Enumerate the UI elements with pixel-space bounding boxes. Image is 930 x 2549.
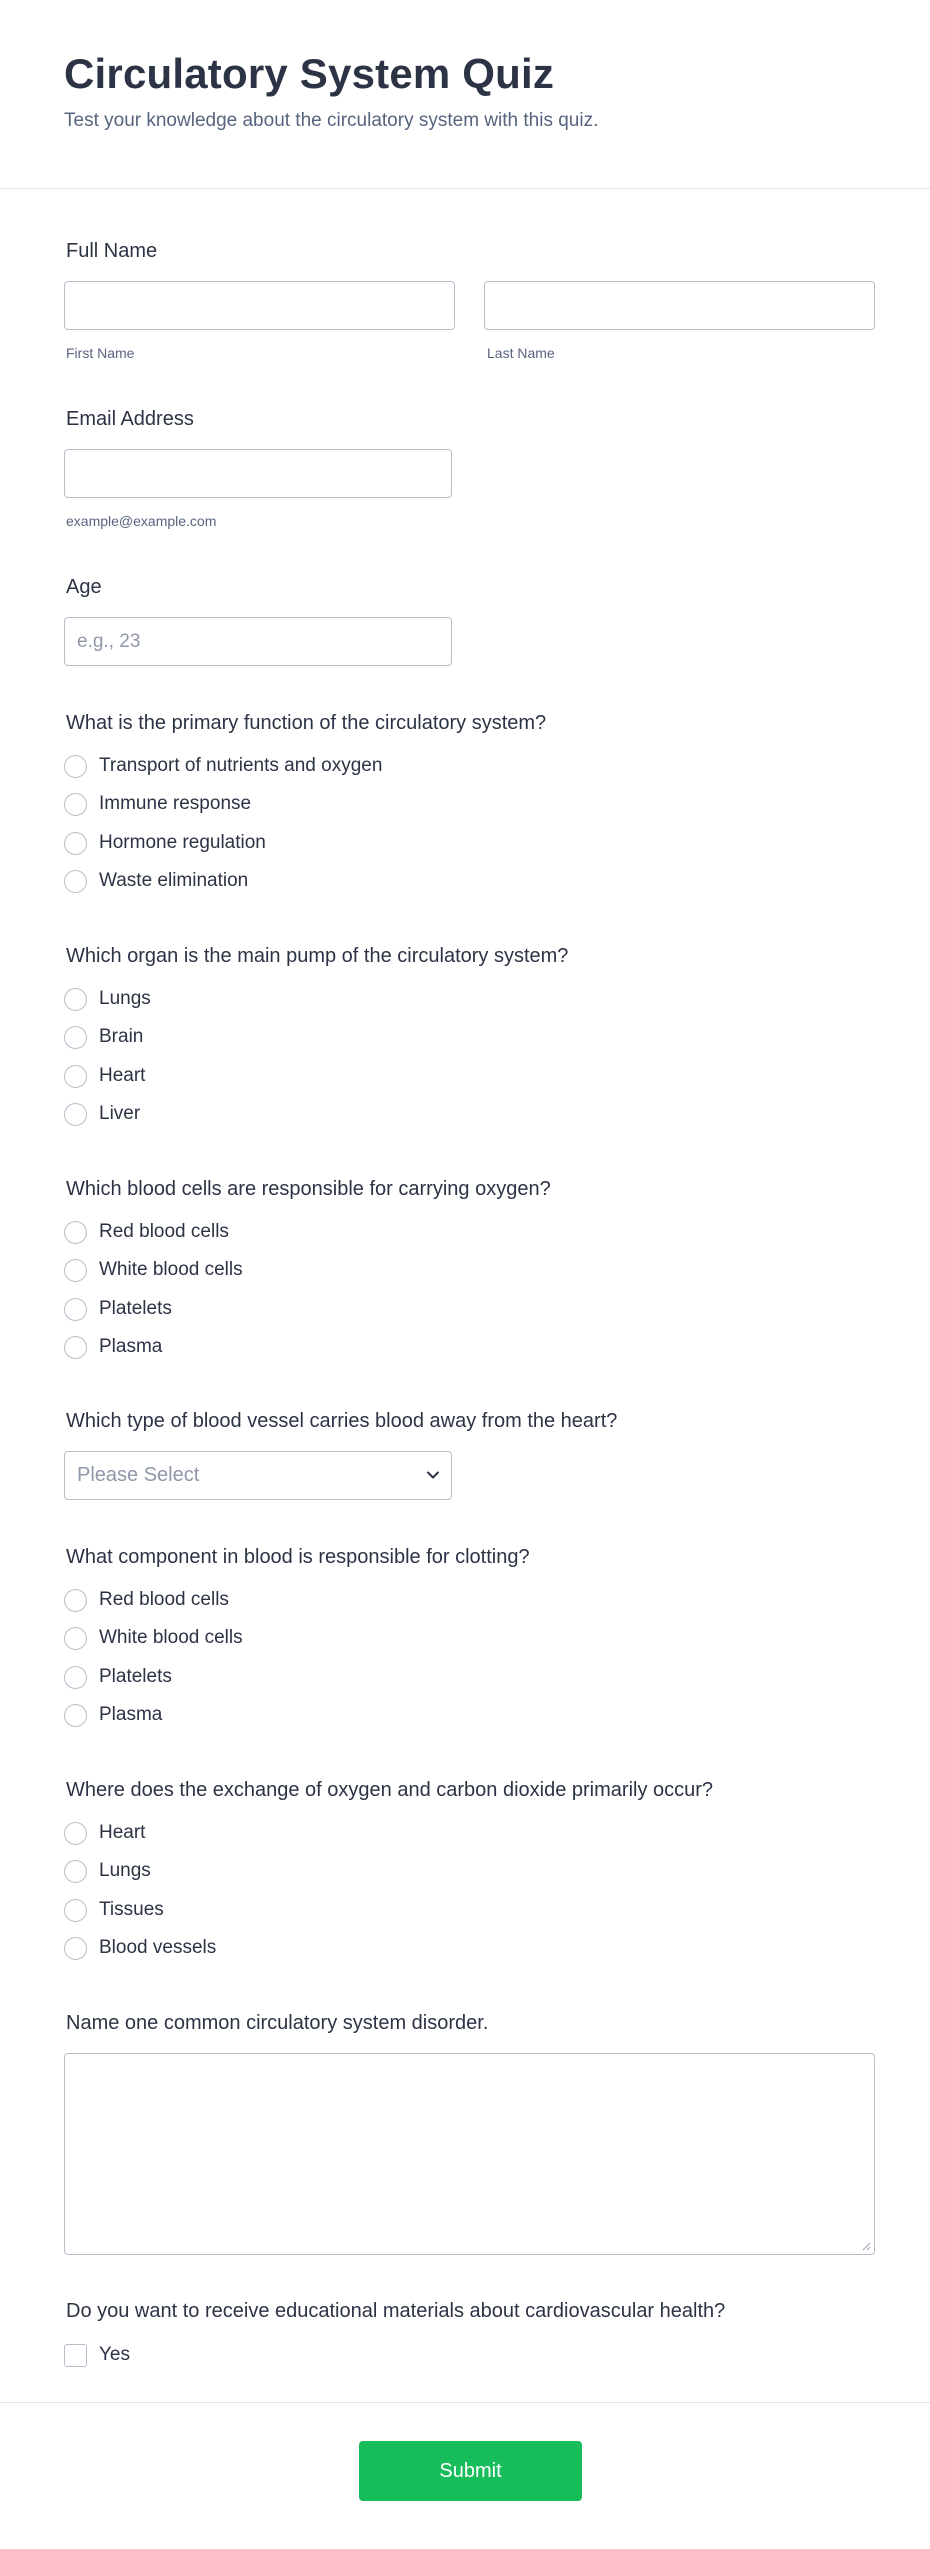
option-label: Heart <box>99 1822 146 1843</box>
radio-button[interactable] <box>64 1065 87 1088</box>
first-name-sublabel: First Name <box>66 345 135 361</box>
email-label: Email Address <box>66 408 194 430</box>
radio-button[interactable] <box>64 1589 87 1612</box>
question-clotting: What component in blood is responsible for clotting? <box>66 1546 530 1568</box>
radio-button[interactable] <box>64 1259 87 1282</box>
radio-option[interactable] <box>64 1256 243 1284</box>
question-oxygen-cells: Which blood cells are responsible for carrying oxygen? <box>66 1178 551 1200</box>
option-label: White blood cells <box>99 1627 243 1648</box>
radio-option[interactable] <box>64 752 382 780</box>
last-name-input[interactable] <box>484 281 875 330</box>
radio-option[interactable] <box>64 1663 172 1691</box>
full-name-label: Full Name <box>66 240 158 262</box>
radio-button[interactable] <box>64 988 87 1011</box>
option-label: Transport of nutrients and oxygen <box>99 755 383 776</box>
age-label: Age <box>66 576 102 598</box>
submit-button[interactable]: Submit <box>359 2441 582 2501</box>
form-title: Circulatory System Quiz <box>64 50 555 97</box>
question-materials: Do you want to receive educational materials about cardiovascular health? <box>66 2300 726 2322</box>
checkbox[interactable] <box>64 2344 87 2367</box>
question-vessel: Which type of blood vessel carries blood away from the heart? <box>66 1410 618 1432</box>
radio-button[interactable] <box>64 1937 87 1960</box>
option-label: Plasma <box>99 1336 163 1357</box>
radio-option[interactable] <box>64 1062 145 1090</box>
option-label: Platelets <box>99 1666 172 1687</box>
email-input[interactable] <box>64 449 452 498</box>
radio-button[interactable] <box>64 1704 87 1727</box>
option-label: Red blood cells <box>99 1589 229 1610</box>
last-name-sublabel: Last Name <box>487 345 555 361</box>
email-sublabel: example@example.com <box>66 513 217 529</box>
radio-option[interactable] <box>64 1857 151 1885</box>
radio-option[interactable] <box>64 1100 140 1128</box>
radio-button[interactable] <box>64 1627 87 1650</box>
question-main-pump: Which organ is the main pump of the circulatory system? <box>66 945 569 967</box>
radio-option[interactable] <box>64 1819 145 1847</box>
radio-button[interactable] <box>64 793 87 816</box>
radio-option[interactable] <box>64 867 248 895</box>
disorder-textarea[interactable] <box>64 2053 875 2255</box>
option-label: Red blood cells <box>99 1221 229 1242</box>
chevron-down-icon <box>425 1467 441 1483</box>
question-gas-exchange: Where does the exchange of oxygen and carbon dioxide primarily occur? <box>66 1779 714 1801</box>
vessel-select-placeholder: Please Select <box>77 1464 200 1486</box>
option-label: White blood cells <box>99 1259 243 1280</box>
radio-button[interactable] <box>64 1103 87 1126</box>
option-label: Brain <box>99 1026 144 1047</box>
radio-option[interactable] <box>64 790 251 818</box>
question-primary-function: What is the primary function of the circulatory system? <box>66 712 547 734</box>
radio-button[interactable] <box>64 1822 87 1845</box>
option-label: Immune response <box>99 793 252 814</box>
form-footer <box>0 2402 930 2549</box>
resize-handle-icon[interactable] <box>861 2241 871 2251</box>
option-label: Tissues <box>99 1899 164 1920</box>
option-label: Plasma <box>99 1704 163 1725</box>
radio-button[interactable] <box>64 1666 87 1689</box>
first-name-input[interactable] <box>64 281 455 330</box>
question-disorder: Name one common circulatory system disorder. <box>66 2012 489 2034</box>
vessel-select[interactable] <box>64 1451 452 1500</box>
option-label: Heart <box>99 1065 146 1086</box>
age-placeholder: e.g., 23 <box>77 631 141 652</box>
radio-option[interactable] <box>64 1934 216 1962</box>
radio-option[interactable] <box>64 1701 162 1729</box>
radio-button[interactable] <box>64 1860 87 1883</box>
option-label: Blood vessels <box>99 1937 217 1958</box>
radio-button[interactable] <box>64 1298 87 1321</box>
radio-option[interactable] <box>64 829 266 857</box>
radio-option[interactable] <box>64 1896 164 1924</box>
radio-option[interactable] <box>64 1333 162 1361</box>
form-subtitle: Test your knowledge about the circulatory system with this quiz. <box>64 110 599 131</box>
radio-option[interactable] <box>64 1023 143 1051</box>
option-label: Lungs <box>99 1860 151 1881</box>
option-label: Waste elimination <box>99 870 249 891</box>
form-header <box>0 0 930 189</box>
radio-button[interactable] <box>64 1336 87 1359</box>
radio-button[interactable] <box>64 870 87 893</box>
age-input[interactable] <box>64 617 452 666</box>
radio-button[interactable] <box>64 755 87 778</box>
checkbox-label: Yes <box>99 2344 130 2365</box>
option-label: Liver <box>99 1103 141 1124</box>
radio-option[interactable] <box>64 985 151 1013</box>
radio-button[interactable] <box>64 1026 87 1049</box>
radio-button[interactable] <box>64 832 87 855</box>
radio-option[interactable] <box>64 1624 243 1652</box>
radio-button[interactable] <box>64 1899 87 1922</box>
option-label: Platelets <box>99 1298 172 1319</box>
option-label: Lungs <box>99 988 151 1009</box>
radio-option[interactable] <box>64 1295 172 1323</box>
option-label: Hormone regulation <box>99 832 266 853</box>
radio-option[interactable] <box>64 1218 229 1246</box>
checkbox-option[interactable] <box>64 2341 130 2369</box>
radio-option[interactable] <box>64 1586 229 1614</box>
radio-button[interactable] <box>64 1221 87 1244</box>
